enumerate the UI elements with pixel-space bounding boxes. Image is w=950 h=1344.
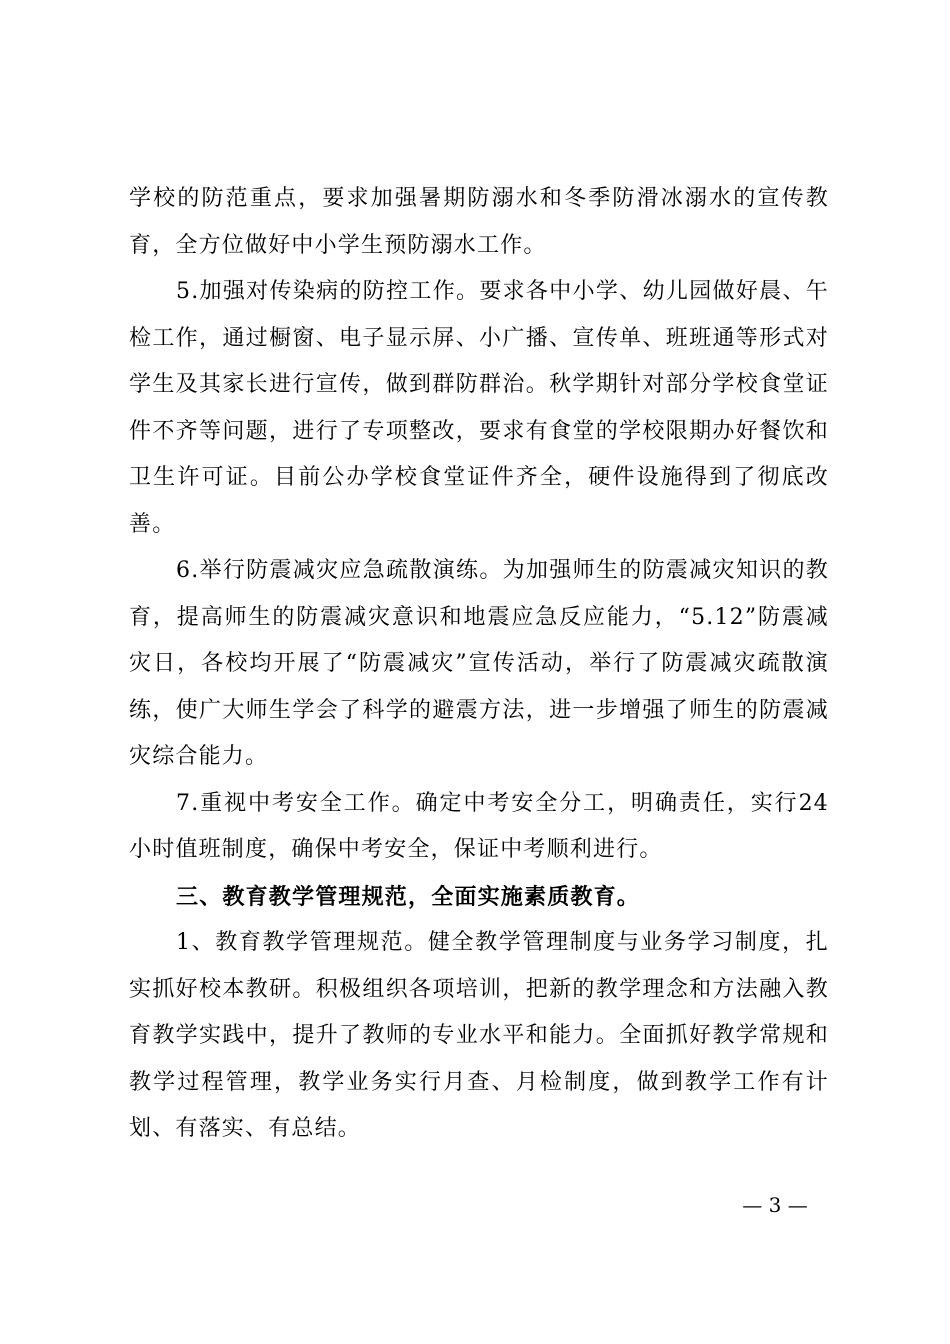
paragraph-exam-safety: 7.重视中考安全工作。确定中考安全分工，明确责任，实行24小时值班制度，确保中考安全，保证中考顺利进行。	[129, 790, 829, 862]
paragraph-teaching-management: 1、教育教学管理规范。健全教学管理制度与业务学习制度，扎实抓好校本教研。积极组织各项培训，把新的教学理念和方法融入教育教学实践中，提升了教师的专业水平和能力。全面抓好教学常规和教学过程管理，教学业务实行月查、月检制度，做到教学工作有计划、有落实、有总结。	[129, 930, 829, 1141]
paragraph-earthquake-drill: 6.举行防震减灾应急疏散演练。为加强师生的防震减灾知识的教育，提高师生的防震减灾意识和地震应急反应能力，“5.12”防震减灾日，各校均开展了“防震减灾”宣传活动，举行了防震减灾疏散演练，使广大师生学会了科学的避震方法，进一步增强了师生的防震减灾综合能力。	[129, 558, 829, 769]
page-number: — 3 —	[742, 1193, 808, 1217]
paragraph-drowning-prevention: 学校的防范重点，要求加强暑期防溺水和冬季防滑冰溺水的宣传教育，全方位做好中小学生预防溺水工作。	[129, 186, 829, 258]
section-heading-education-management: 三、教育教学管理规范，全面实施素质教育。	[176, 883, 641, 910]
paragraph-infectious-disease-control: 5.加强对传染病的防控工作。要求各中小学、幼儿园做好晨、午检工作，通过橱窗、电子显示屏、小广播、宣传单、班班通等形式对学生及其家长进行宣传，做到群防群治。秋学期针对部分学校食堂证件不齐等问题，进行了专项整改，要求有食堂的学校限期办好餐饮和卫生许可证。目前公办学校食堂证件齐全，硬件设施得到了彻底改善。	[129, 279, 829, 537]
document-body	[129, 176, 829, 1153]
